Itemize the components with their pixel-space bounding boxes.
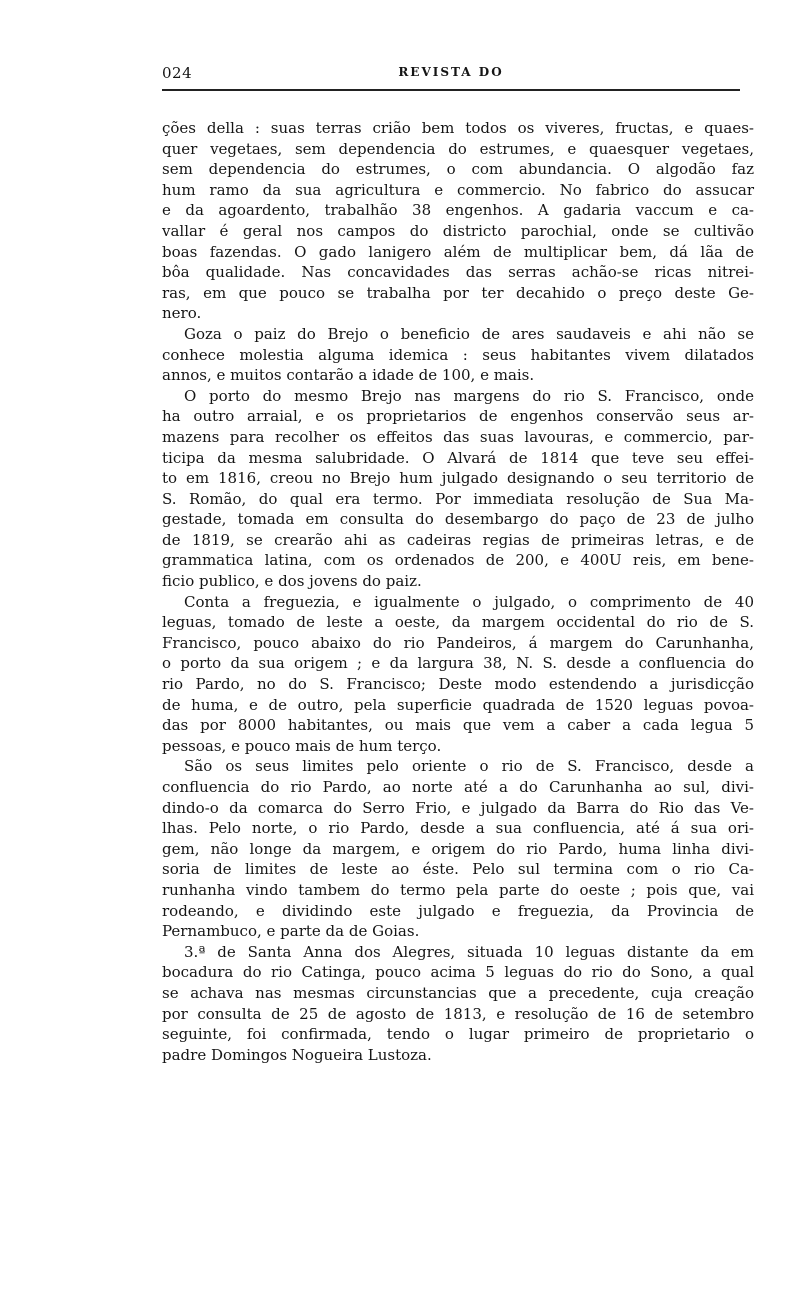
paragraph-6 [162,942,754,1066]
text-line: nero. [162,304,202,323]
text-line: ticipa da mesma salubridade. O Alvará de 1814 que teve seu effei- [162,448,754,467]
text-line: conhece molestia alguma idemica : seus habitantes vivem dilatados [162,345,754,364]
text-line: de huma, e de outro, pela superficie quadrada de 1520 leguas povoa- [162,695,754,714]
text-line: gestade, tomada em consulta do desembargo do paço de 23 de julho [162,510,754,529]
text-line: padre Domingos Nogueira Lustoza. [162,1045,432,1064]
text-line: rodeando, e dividindo este julgado e freguezia, da Provincia de [162,901,754,920]
paragraph-3 [162,386,754,592]
header-rule [162,89,740,91]
text-line: São os seus limites pelo oriente o rio de S. Francisco, desde a [184,757,754,776]
text-line: Conta a freguezia, e igualmente o julgado, o comprimento de 40 [184,592,754,611]
text-line: ções della : suas terras crião bem todos os viveres, fructas, e quaes- [162,119,754,137]
text-line: runhanha vindo tambem do termo pela parte do oeste ; pois que, vai [162,880,754,899]
text-line: annos, e muitos contarão a idade de 100, e mais. [162,366,535,385]
text-line: o porto da sua origem ; e da largura 38, N. S. desde a confluencia do [162,654,754,673]
paragraph-2 [162,324,754,386]
text-line: boas fazendas. O gado lanigero além de multiplicar bem, dá lãa de [162,242,754,261]
text-line: mazens para recolher os effeitos das suas lavouras, e commercio, par- [162,427,754,446]
page-number: 024 [162,64,193,82]
text-line: e da agoardento, trabalhão 38 engenhos. A gadaria vaccum e ca- [162,201,754,220]
text-line: por consulta de 25 de agosto de 1813, e resolução de 16 de setembro [162,1004,754,1023]
text-line: das por 8000 habitantes, ou mais que vem a caber a cada legua 5 [162,716,754,735]
text-line: ras, em que pouco se trabalha por ter decahido o preço deste Ge- [162,283,754,302]
paragraph-4 [162,592,754,757]
page-header [162,64,740,86]
text-line: lhas. Pelo norte, o rio Pardo, desde a sua confluencia, até á sua ori- [162,819,754,838]
text-line: confluencia do rio Pardo, ao norte até a do Carunhanha ao sul, divi- [162,778,754,796]
text-line: grammatica latina, com os ordenados de 200, e 400U reis, em bene- [162,551,754,570]
text-line: seguinte, foi confirmada, tendo o lugar primeiro de proprietario o [162,1025,754,1044]
text-line: Pernambuco, e parte da de Goias. [162,922,420,941]
text-line: bôa qualidade. Nas concavidades das serras achão-se ricas nitrei- [162,263,754,282]
text-line: pessoas, e pouco mais de hum terço. [162,736,442,755]
text-line: de 1819, se crearão ahi as cadeiras regias de primeiras letras, e de [162,530,754,549]
paragraph-5 [162,756,754,941]
text-line: 3.ª de Santa Anna dos Alegres, situada 10 leguas distante da em [184,942,754,961]
text-line: gem, não longe da margem, e origem do rio Pardo, huma linha divi- [162,839,754,858]
text-line: sem dependencia do estrumes, o com abundancia. O algodão faz [162,160,754,179]
text-line: to em 1816, creou no Brejo hum julgado designando o seu territorio de [162,469,754,488]
text-line: Francisco, pouco abaixo do rio Pandeiros, á margem do Carunhanha, [162,633,754,652]
text-line: ha outro arraial, e os proprietarios de engenhos conservão seus ar- [162,407,754,426]
running-title: REVISTA DO [398,65,504,79]
text-line: leguas, tomado de leste a oeste, da margem occidental do rio de S. [162,613,754,632]
text-line: O porto do mesmo Brejo nas margens do rio S. Francisco, onde [184,386,754,405]
text-line: soria de limites de leste ao éste. Pelo sul termina com o rio Ca- [162,860,754,879]
text-line: quer vegetaes, sem dependencia do estrumes, e quaesquer vegetaes, [162,139,754,158]
body-text [162,118,754,1065]
text-line: vallar é geral nos campos do districto parochial, onde se cultivão [162,221,754,240]
text-line: S. Romão, do qual era termo. Por immediata resolução de Sua Ma- [162,489,754,508]
text-line: ficio publico, e dos jovens do paiz. [162,572,422,591]
text-line: bocadura do rio Catinga, pouco acima 5 leguas do rio do Sono, a qual [162,963,754,982]
text-line: se achava nas mesmas circunstancias que a precedente, cuja creação [162,983,754,1002]
paragraph-1 [162,118,754,324]
text-line: dindo-o da comarca do Serro Frio, e julgado da Barra do Rio das Ve- [162,798,754,817]
text-line: Goza o paiz do Brejo o beneficio de ares saudaveis e ahi não se [184,324,754,343]
text-line: hum ramo da sua agricultura e commercio. No fabrico do assucar [162,180,754,199]
text-line: rio Pardo, no do S. Francisco; Deste modo estendendo a jurisdicção [162,675,754,694]
